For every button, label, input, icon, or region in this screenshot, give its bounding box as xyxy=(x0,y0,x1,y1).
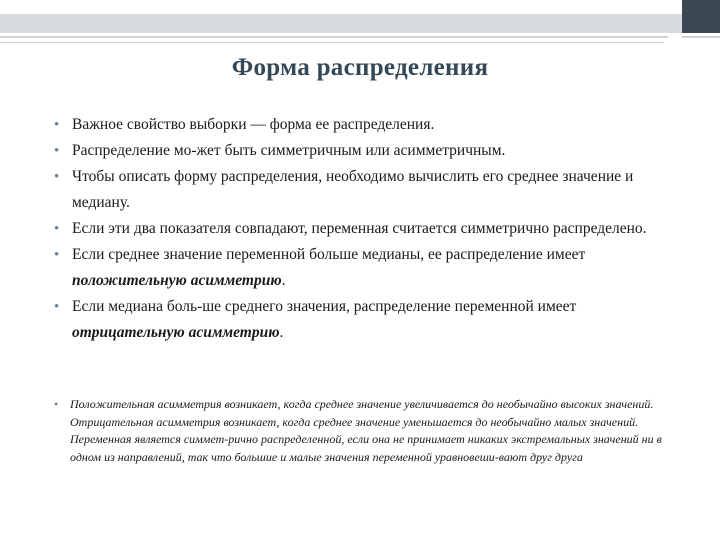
slide-header-bar xyxy=(0,0,720,33)
bullet-text: Если медиана боль-ше среднего значения, распределение переменной имеет xyxy=(72,298,577,315)
bullet-text: Важное свойство выборки — форма ее распределения. xyxy=(72,116,435,133)
bullet-dot-icon: • xyxy=(54,221,60,237)
bullet-dot-icon: • xyxy=(54,247,60,263)
bullet-item xyxy=(50,164,690,216)
footnote-text: Положительная асимметрия возникает, когда среднее значение увеличивается до необычайно высоких значений. Отрицательная асимметрия возникает, когда среднее значение уменьшается до необычайно малых значений. Переменная является симмет-рично распределенной, если она не принимает никаких экстремальных значений ни в одном из направлений, так что большие и малые значения переменной уравновеши-вают друг друга xyxy=(70,397,662,464)
bullet-item xyxy=(50,216,690,242)
bullet-text: Если среднее значение переменной больше медианы, ее распределение имеет xyxy=(72,246,586,263)
header-rule xyxy=(0,36,668,38)
bullet-item xyxy=(50,242,690,294)
bullet-item xyxy=(50,294,690,346)
bullet-item xyxy=(50,138,690,164)
bullet-item xyxy=(50,112,690,138)
bullet-text: Если эти два показателя совпадают, переменная считается симметрично распределено. xyxy=(72,220,647,237)
bullet-list xyxy=(50,112,690,346)
bullet-text: Распределение мо-жет быть симметричным или асимметричным. xyxy=(72,142,506,159)
bullet-dot-icon: • xyxy=(54,169,60,185)
bullet-dot-icon: • xyxy=(54,397,59,411)
bullet-emphasis: положительную асимметрию xyxy=(72,272,282,289)
bullet-dot-icon: • xyxy=(54,143,60,159)
bullet-text-end: . xyxy=(279,324,284,341)
header-light-band xyxy=(0,14,720,33)
footnote-item xyxy=(50,396,690,466)
bullet-dot-icon: • xyxy=(54,299,60,315)
bullet-dot-icon: • xyxy=(54,117,60,133)
bullet-emphasis: отрицательную асимметрию xyxy=(72,324,280,341)
bullet-text: Чтобы описать форму распределения, необходимо вычислить его среднее значение и медиану. xyxy=(72,168,634,211)
header-rule-thin xyxy=(0,42,664,43)
footnote-list xyxy=(50,396,690,466)
slide-title: Форма распределения xyxy=(231,54,489,81)
header-rule-right xyxy=(682,36,720,38)
header-dark-block xyxy=(682,0,720,33)
bullet-text-end: . xyxy=(281,272,286,289)
